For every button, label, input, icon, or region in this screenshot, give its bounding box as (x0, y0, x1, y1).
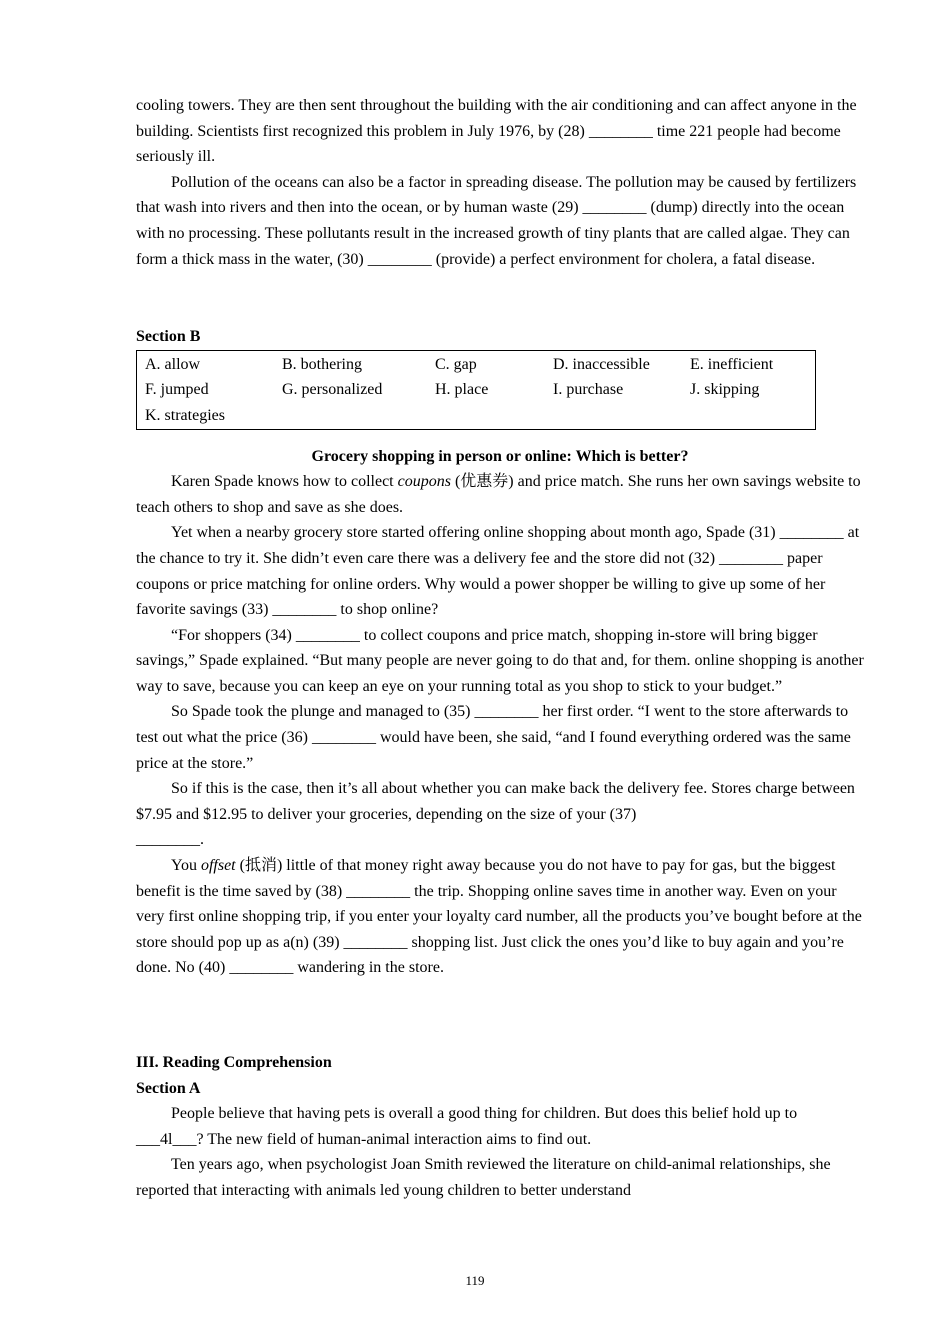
page-content (136, 93, 864, 1204)
word-option: D. inaccessible (553, 355, 650, 373)
reading-paragraph-1: People believe that having pets is overall a good thing for children. But does this belief hold up to ___4l___? The new field of human-animal interaction aims to find out. (136, 1105, 798, 1148)
word-option: A. allow (145, 355, 201, 373)
page-number: 119 (465, 1273, 485, 1288)
passage-paragraph-1: cooling towers. They are then sent throughout the building with the air conditioning and can affect anyone in the building. Scientists first recognized this problem in July 1976, by (28) ________ time 221 people had become seriously ill. (136, 97, 857, 166)
reading-section-label: Section A (136, 1079, 201, 1097)
section-b-label: Section B (136, 328, 201, 346)
offset-term: offset (200, 857, 236, 875)
word-option: I. purchase (553, 381, 624, 399)
reading-paragraph-2: Ten years ago, when psychologist Joan Smith reviewed the literature on child-animal relationships, she reported that interacting with animals led young children to better understand (136, 1156, 831, 1199)
word-option: J. skipping (690, 381, 760, 399)
passage-title: Grocery shopping in person or online: Which is better? (311, 447, 689, 465)
word-option: G. personalized (282, 381, 383, 399)
word-option: E. inefficient (690, 355, 774, 373)
grocery-paragraph-4: So Spade took the plunge and managed to (35) ________ her first order. “I went to the store afterwards to test out what the price (36) ________ would have been, she said, “and I found everything ordered was the same price at the store.” (136, 703, 851, 772)
word-bank-box (136, 350, 816, 430)
grocery-paragraph-1: Karen Spade knows how to collect coupons (优惠券) and price match. She runs her own savings website to teach others to shop and save as she does. (136, 473, 861, 516)
grocery-paragraph-2: Yet when a nearby grocery store started offering online shopping about month ago, Spade (31) ________ at the chance to try it. She didn’t even care there was a delivery fee and the store did not (32) ________ paper coupons or price matching for online orders. Why would a power shopper be willing to give up some of her favorite savings (33) ________ to shop online? (136, 524, 860, 619)
word-option: F. jumped (145, 381, 209, 399)
word-bank-row (145, 403, 807, 429)
grocery-paragraph-6: You offset (抵消) little of that money right away because you do not have to pay for gas, but the biggest benefit is the time saved by (38) ________ the trip. Shopping online saves time in another way. Even on your very first online shopping trip, if you enter your loyalty card number, all the products you’ve bought before at the store should pop up as a(n) (39) ________ shopping list. Just click the ones you’d like to buy again and you’re done. No (40) ________ wandering in the store. (136, 857, 862, 977)
grocery-paragraph-5: So if this is the case, then it’s all about whether you can make back the delivery fee. Stores charge between $7.95 and $12.95 to deliver your groceries, depending on the size of your (37) ________. (136, 780, 855, 849)
word-bank-row (145, 352, 807, 378)
coupons-term: coupons (397, 473, 451, 491)
word-bank-row (145, 377, 807, 403)
passage-paragraph-2: Pollution of the oceans can also be a factor in spreading disease. The pollution may be caused by fertilizers that wash into rivers and then into the ocean, or by human waste (29) ________ (dump) directly into the ocean with no processing. These pollutants result in the increased growth of tiny plants that are called algae. They can form a thick mass in the water, (30) ________ (provide) a perfect environment for cholera, a fatal disease. (136, 173, 857, 268)
reading-part-title: III. Reading Comprehension (136, 1054, 332, 1071)
word-option: C. gap (435, 355, 477, 373)
word-option: H. place (435, 381, 489, 399)
word-option: K. strategies (145, 406, 225, 424)
grocery-paragraph-3: “For shoppers (34) ________ to collect coupons and price match, shopping in-store will bring bigger savings,” Spade explained. “But many people are never going to do that and, for them. online shopping is another way to save, because you can keep an eye on your running total as you shop to stick to your budget.” (136, 626, 864, 695)
word-option: B. bothering (282, 355, 362, 373)
